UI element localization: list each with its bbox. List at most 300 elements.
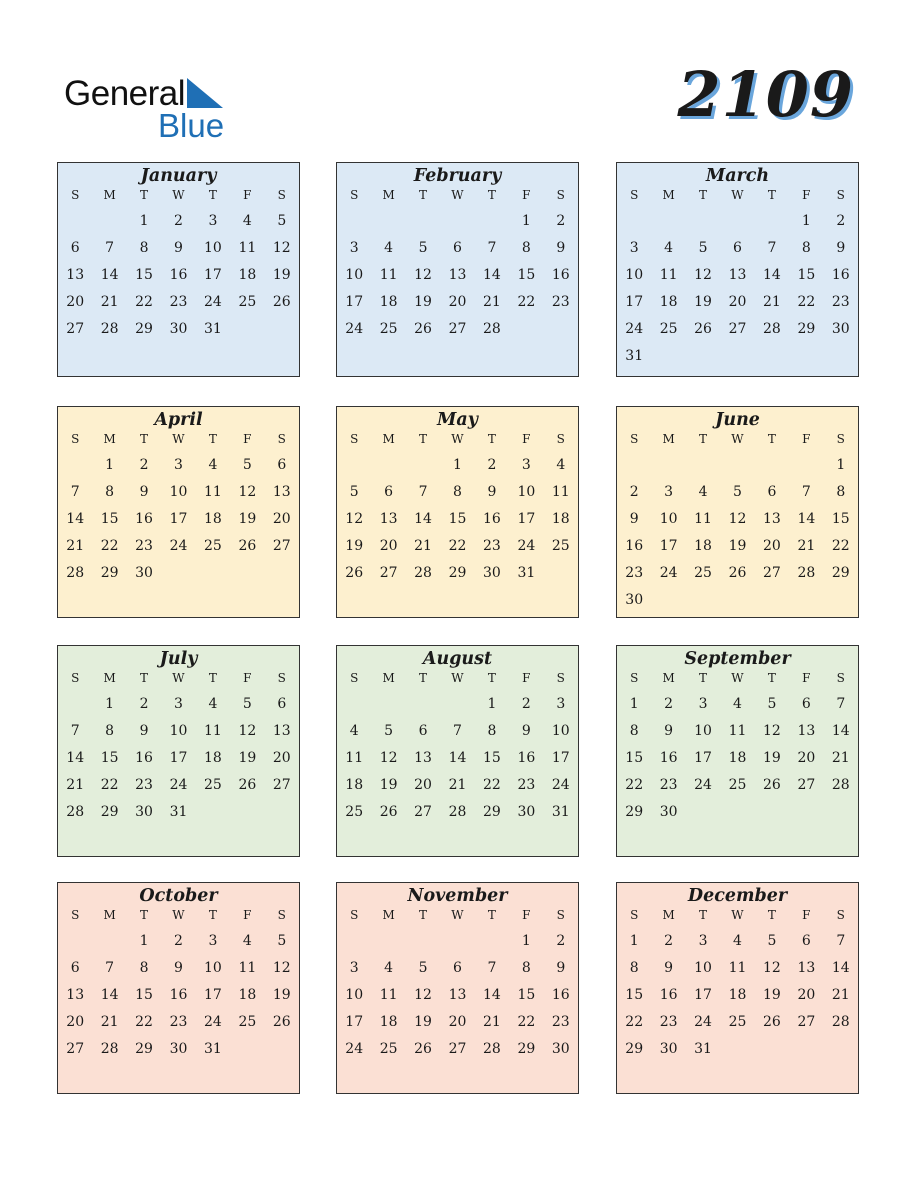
day-cell: 12 bbox=[272, 240, 291, 256]
day-cell: 28 bbox=[414, 565, 432, 581]
day-cell: 4 bbox=[208, 696, 218, 712]
month-name: November bbox=[407, 886, 508, 906]
day-grid bbox=[337, 448, 578, 587]
weekday-label: F bbox=[243, 908, 252, 922]
day-cell: 6 bbox=[70, 960, 80, 976]
day-cell: 21 bbox=[448, 777, 467, 793]
empty-day-cell bbox=[651, 208, 685, 235]
day-cell: 6 bbox=[453, 960, 462, 976]
day-cell: 4 bbox=[733, 696, 742, 712]
day-cell: 19 bbox=[414, 294, 432, 310]
day-cell: 16 bbox=[135, 750, 153, 766]
empty-day-cell bbox=[617, 208, 651, 235]
day-cell: 31 bbox=[625, 348, 644, 364]
day-cell: 2 bbox=[556, 213, 566, 229]
weekday-label: S bbox=[630, 908, 639, 922]
empty-day-cell bbox=[406, 452, 440, 479]
day-cell: 6 bbox=[277, 696, 287, 712]
weekday-label: F bbox=[522, 908, 531, 922]
weekday-header bbox=[617, 908, 858, 924]
weekday-label: M bbox=[662, 432, 675, 446]
day-cell: 5 bbox=[418, 960, 428, 976]
day-cell: 28 bbox=[483, 1041, 501, 1057]
day-cell: 4 bbox=[664, 240, 674, 256]
day-cell: 6 bbox=[384, 484, 394, 500]
day-cell: 26 bbox=[272, 1014, 291, 1030]
day-cell: 25 bbox=[379, 1041, 398, 1057]
day-cell: 16 bbox=[551, 267, 570, 283]
day-cell: 5 bbox=[767, 933, 777, 949]
day-cell: 11 bbox=[551, 484, 570, 500]
month-february bbox=[336, 162, 579, 377]
day-cell: 1 bbox=[629, 933, 639, 949]
weekday-label: T bbox=[140, 188, 149, 202]
empty-day-cell bbox=[686, 452, 720, 479]
day-cell: 23 bbox=[135, 538, 153, 554]
day-cell: 16 bbox=[625, 538, 644, 554]
empty-day-cell bbox=[406, 208, 440, 235]
weekday-label: S bbox=[556, 432, 565, 446]
day-cell: 26 bbox=[272, 294, 291, 310]
day-cell: 6 bbox=[801, 933, 811, 949]
day-cell: 25 bbox=[238, 1014, 257, 1030]
day-cell: 2 bbox=[174, 933, 183, 949]
weekday-label: T bbox=[208, 671, 217, 685]
empty-day-cell bbox=[58, 928, 92, 955]
day-cell: 6 bbox=[453, 240, 462, 256]
day-cell: 25 bbox=[551, 538, 570, 554]
empty-day-cell bbox=[789, 452, 823, 479]
day-cell: 19 bbox=[763, 750, 781, 766]
weekday-label: S bbox=[350, 908, 359, 922]
empty-day-cell bbox=[755, 208, 789, 235]
empty-day-cell bbox=[92, 208, 126, 235]
day-cell: 9 bbox=[629, 511, 639, 527]
month-name: December bbox=[687, 886, 788, 906]
weekday-label: T bbox=[699, 908, 708, 922]
day-cell: 12 bbox=[414, 987, 432, 1003]
day-cell: 2 bbox=[836, 213, 846, 229]
weekday-label: S bbox=[556, 671, 565, 685]
day-cell: 18 bbox=[238, 267, 257, 283]
day-cell: 19 bbox=[272, 267, 291, 283]
day-cell: 27 bbox=[448, 321, 467, 337]
day-cell: 23 bbox=[659, 1014, 678, 1030]
day-cell: 18 bbox=[204, 511, 222, 527]
day-cell: 16 bbox=[551, 987, 570, 1003]
day-cell: 9 bbox=[521, 723, 531, 739]
day-cell: 30 bbox=[135, 565, 153, 581]
day-grid bbox=[337, 204, 578, 343]
day-cell: 23 bbox=[483, 538, 501, 554]
day-cell: 7 bbox=[836, 696, 846, 712]
day-cell: 20 bbox=[728, 294, 747, 310]
day-cell: 29 bbox=[625, 804, 644, 820]
day-cell: 5 bbox=[418, 240, 428, 256]
day-cell: 12 bbox=[272, 960, 291, 976]
day-cell: 10 bbox=[517, 484, 536, 500]
day-cell: 5 bbox=[277, 933, 287, 949]
weekday-label: T bbox=[208, 188, 217, 202]
month-january bbox=[57, 162, 300, 377]
day-cell: 14 bbox=[831, 723, 850, 739]
day-cell: 24 bbox=[517, 538, 536, 554]
weekday-label: S bbox=[71, 908, 80, 922]
day-cell: 18 bbox=[379, 294, 398, 310]
day-cell: 8 bbox=[629, 723, 639, 739]
day-cell: 9 bbox=[487, 484, 497, 500]
day-cell: 3 bbox=[174, 696, 183, 712]
day-cell: 27 bbox=[414, 804, 432, 820]
day-cell: 9 bbox=[174, 240, 183, 256]
day-cell: 19 bbox=[238, 750, 257, 766]
day-cell: 23 bbox=[659, 777, 678, 793]
day-cell: 12 bbox=[379, 750, 398, 766]
day-cell: 14 bbox=[66, 511, 85, 527]
day-cell: 26 bbox=[414, 321, 432, 337]
day-cell: 28 bbox=[831, 777, 850, 793]
day-cell: 22 bbox=[517, 294, 536, 310]
day-cell: 11 bbox=[238, 240, 257, 256]
empty-day-cell bbox=[337, 452, 371, 479]
logo-triangle-icon bbox=[187, 78, 223, 108]
day-cell: 27 bbox=[272, 538, 291, 554]
day-cell: 13 bbox=[728, 267, 747, 283]
weekday-label: T bbox=[487, 188, 496, 202]
day-cell: 24 bbox=[204, 1014, 222, 1030]
weekday-label: W bbox=[731, 908, 744, 922]
day-cell: 3 bbox=[521, 457, 531, 473]
weekday-header bbox=[337, 188, 578, 204]
day-cell: 18 bbox=[728, 750, 747, 766]
month-name: May bbox=[437, 410, 478, 430]
empty-day-cell bbox=[755, 452, 789, 479]
day-cell: 4 bbox=[208, 457, 218, 473]
day-cell: 31 bbox=[517, 565, 536, 581]
weekday-label: M bbox=[382, 671, 395, 685]
weekday-label: T bbox=[767, 908, 776, 922]
day-cell: 12 bbox=[345, 511, 364, 527]
day-cell: 30 bbox=[483, 565, 501, 581]
empty-day-cell bbox=[686, 208, 720, 235]
day-cell: 14 bbox=[100, 267, 119, 283]
day-grid bbox=[58, 924, 299, 1063]
day-cell: 24 bbox=[625, 321, 644, 337]
day-cell: 7 bbox=[767, 240, 777, 256]
weekday-label: S bbox=[71, 188, 80, 202]
day-cell: 11 bbox=[204, 723, 222, 739]
weekday-label: W bbox=[731, 432, 744, 446]
day-cell: 15 bbox=[448, 511, 467, 527]
day-cell: 12 bbox=[414, 267, 432, 283]
day-cell: 10 bbox=[345, 987, 364, 1003]
day-cell: 27 bbox=[797, 1014, 816, 1030]
day-cell: 21 bbox=[483, 1014, 501, 1030]
day-cell: 31 bbox=[551, 804, 570, 820]
day-cell: 19 bbox=[694, 294, 712, 310]
day-cell: 19 bbox=[763, 987, 781, 1003]
weekday-label: W bbox=[172, 908, 185, 922]
day-cell: 28 bbox=[831, 1014, 850, 1030]
weekday-label: F bbox=[243, 432, 252, 446]
day-cell: 15 bbox=[517, 267, 536, 283]
day-cell: 28 bbox=[66, 565, 85, 581]
day-cell: 29 bbox=[135, 1041, 153, 1057]
weekday-label: W bbox=[172, 188, 185, 202]
day-cell: 31 bbox=[204, 1041, 222, 1057]
weekday-label: S bbox=[556, 188, 565, 202]
day-cell: 5 bbox=[349, 484, 359, 500]
day-cell: 13 bbox=[763, 511, 781, 527]
empty-day-cell bbox=[475, 928, 509, 955]
day-cell: 4 bbox=[349, 723, 359, 739]
day-cell: 29 bbox=[448, 565, 467, 581]
day-cell: 30 bbox=[551, 1041, 570, 1057]
day-grid bbox=[58, 687, 299, 826]
day-cell: 20 bbox=[379, 538, 398, 554]
day-cell: 8 bbox=[836, 484, 846, 500]
weekday-label: T bbox=[487, 671, 496, 685]
day-cell: 26 bbox=[763, 1014, 781, 1030]
day-cell: 29 bbox=[135, 321, 153, 337]
day-cell: 31 bbox=[169, 804, 188, 820]
day-cell: 28 bbox=[763, 321, 781, 337]
day-cell: 15 bbox=[797, 267, 816, 283]
day-grid bbox=[617, 687, 858, 826]
day-cell: 20 bbox=[797, 750, 816, 766]
month-name: March bbox=[705, 166, 770, 186]
day-cell: 1 bbox=[105, 696, 115, 712]
weekday-label: T bbox=[699, 671, 708, 685]
month-march bbox=[616, 162, 859, 377]
day-cell: 13 bbox=[797, 960, 816, 976]
day-cell: 30 bbox=[831, 321, 850, 337]
day-cell: 24 bbox=[169, 777, 188, 793]
day-cell: 10 bbox=[204, 960, 222, 976]
day-cell: 27 bbox=[797, 777, 816, 793]
day-cell: 21 bbox=[831, 987, 850, 1003]
weekday-label: M bbox=[103, 432, 116, 446]
weekday-label: W bbox=[451, 188, 464, 202]
day-cell: 9 bbox=[836, 240, 846, 256]
day-cell: 9 bbox=[556, 960, 566, 976]
day-cell: 23 bbox=[169, 1014, 188, 1030]
day-cell: 9 bbox=[556, 240, 566, 256]
day-cell: 18 bbox=[379, 1014, 398, 1030]
day-cell: 8 bbox=[629, 960, 639, 976]
day-cell: 16 bbox=[831, 267, 850, 283]
day-cell: 23 bbox=[517, 777, 536, 793]
day-cell: 13 bbox=[379, 511, 398, 527]
day-cell: 16 bbox=[659, 987, 678, 1003]
empty-day-cell bbox=[406, 928, 440, 955]
weekday-label: T bbox=[699, 188, 708, 202]
day-cell: 17 bbox=[345, 1014, 364, 1030]
weekday-label: F bbox=[522, 432, 531, 446]
weekday-label: M bbox=[662, 188, 675, 202]
day-cell: 29 bbox=[483, 804, 501, 820]
weekday-header bbox=[617, 432, 858, 448]
day-cell: 1 bbox=[139, 213, 149, 229]
day-grid bbox=[337, 924, 578, 1063]
weekday-label: T bbox=[419, 188, 428, 202]
day-cell: 23 bbox=[831, 294, 850, 310]
day-cell: 3 bbox=[208, 213, 218, 229]
day-grid bbox=[617, 448, 858, 614]
day-cell: 13 bbox=[272, 723, 291, 739]
day-cell: 25 bbox=[345, 804, 364, 820]
weekday-label: T bbox=[767, 671, 776, 685]
day-cell: 25 bbox=[659, 321, 678, 337]
day-cell: 24 bbox=[169, 538, 188, 554]
day-cell: 2 bbox=[664, 696, 674, 712]
day-cell: 17 bbox=[204, 987, 222, 1003]
day-cell: 14 bbox=[831, 960, 850, 976]
day-cell: 1 bbox=[105, 457, 115, 473]
weekday-label: F bbox=[802, 671, 811, 685]
day-grid bbox=[617, 924, 858, 1063]
day-grid bbox=[617, 204, 858, 370]
day-cell: 22 bbox=[135, 1014, 153, 1030]
weekday-label: F bbox=[522, 188, 531, 202]
day-cell: 19 bbox=[728, 538, 747, 554]
day-cell: 24 bbox=[551, 777, 570, 793]
day-cell: 20 bbox=[66, 1014, 85, 1030]
day-cell: 25 bbox=[204, 538, 222, 554]
weekday-label: S bbox=[350, 432, 359, 446]
weekday-label: S bbox=[836, 188, 845, 202]
weekday-label: T bbox=[699, 432, 708, 446]
day-cell: 13 bbox=[414, 750, 432, 766]
weekday-label: F bbox=[243, 671, 252, 685]
day-cell: 26 bbox=[728, 565, 747, 581]
day-cell: 28 bbox=[797, 565, 816, 581]
day-cell: 30 bbox=[169, 1041, 188, 1057]
day-cell: 25 bbox=[694, 565, 712, 581]
weekday-label: M bbox=[103, 908, 116, 922]
day-cell: 8 bbox=[801, 240, 811, 256]
day-cell: 18 bbox=[551, 511, 570, 527]
day-cell: 14 bbox=[797, 511, 816, 527]
month-name: September bbox=[684, 649, 791, 669]
empty-day-cell bbox=[440, 691, 474, 718]
day-cell: 5 bbox=[242, 457, 252, 473]
weekday-header bbox=[58, 188, 299, 204]
day-cell: 27 bbox=[66, 321, 85, 337]
day-cell: 19 bbox=[238, 511, 257, 527]
day-cell: 22 bbox=[100, 538, 119, 554]
weekday-label: T bbox=[767, 188, 776, 202]
day-cell: 21 bbox=[763, 294, 781, 310]
day-cell: 27 bbox=[763, 565, 781, 581]
empty-day-cell bbox=[371, 208, 405, 235]
day-cell: 7 bbox=[453, 723, 462, 739]
month-name: October bbox=[139, 886, 218, 906]
day-cell: 11 bbox=[659, 267, 678, 283]
weekday-header bbox=[337, 908, 578, 924]
weekday-header bbox=[337, 671, 578, 687]
day-cell: 10 bbox=[551, 723, 570, 739]
day-cell: 10 bbox=[694, 960, 712, 976]
day-cell: 26 bbox=[345, 565, 364, 581]
day-cell: 30 bbox=[659, 804, 678, 820]
weekday-label: S bbox=[836, 432, 845, 446]
day-cell: 27 bbox=[66, 1041, 85, 1057]
weekday-label: T bbox=[487, 908, 496, 922]
day-cell: 14 bbox=[448, 750, 467, 766]
weekday-header bbox=[337, 432, 578, 448]
month-name: February bbox=[413, 166, 502, 186]
day-cell: 2 bbox=[629, 484, 639, 500]
empty-day-cell bbox=[406, 691, 440, 718]
day-cell: 3 bbox=[698, 933, 708, 949]
day-cell: 10 bbox=[659, 511, 678, 527]
day-cell: 1 bbox=[801, 213, 811, 229]
day-cell: 27 bbox=[448, 1041, 467, 1057]
day-cell: 22 bbox=[797, 294, 816, 310]
year-title: 2109 bbox=[677, 58, 854, 131]
day-cell: 19 bbox=[379, 777, 398, 793]
weekday-label: W bbox=[451, 908, 464, 922]
month-april bbox=[57, 406, 300, 618]
day-cell: 20 bbox=[414, 777, 432, 793]
weekday-header bbox=[617, 188, 858, 204]
day-cell: 20 bbox=[763, 538, 781, 554]
day-cell: 2 bbox=[139, 696, 149, 712]
day-cell: 6 bbox=[733, 240, 742, 256]
day-cell: 17 bbox=[625, 294, 644, 310]
day-cell: 2 bbox=[139, 457, 149, 473]
empty-day-cell bbox=[58, 691, 92, 718]
weekday-header bbox=[58, 908, 299, 924]
day-cell: 8 bbox=[521, 240, 531, 256]
day-cell: 16 bbox=[483, 511, 501, 527]
day-cell: 27 bbox=[272, 777, 291, 793]
empty-day-cell bbox=[337, 208, 371, 235]
day-cell: 22 bbox=[625, 777, 644, 793]
weekday-label: M bbox=[382, 908, 395, 922]
empty-day-cell bbox=[337, 928, 371, 955]
day-cell: 12 bbox=[728, 511, 747, 527]
day-cell: 17 bbox=[169, 511, 188, 527]
day-cell: 1 bbox=[453, 457, 462, 473]
day-cell: 3 bbox=[664, 484, 674, 500]
day-cell: 17 bbox=[694, 987, 712, 1003]
day-cell: 6 bbox=[767, 484, 777, 500]
month-july bbox=[57, 645, 300, 857]
month-name: June bbox=[715, 410, 760, 430]
weekday-label: T bbox=[419, 908, 428, 922]
day-cell: 10 bbox=[204, 240, 222, 256]
day-cell: 11 bbox=[238, 960, 257, 976]
day-cell: 5 bbox=[767, 696, 777, 712]
weekday-label: S bbox=[71, 432, 80, 446]
day-cell: 13 bbox=[272, 484, 291, 500]
day-cell: 9 bbox=[139, 723, 149, 739]
weekday-label: T bbox=[767, 432, 776, 446]
empty-day-cell bbox=[337, 691, 371, 718]
month-november bbox=[336, 882, 579, 1094]
day-cell: 3 bbox=[556, 696, 566, 712]
month-december bbox=[616, 882, 859, 1094]
weekday-label: F bbox=[802, 188, 811, 202]
empty-day-cell bbox=[58, 452, 92, 479]
weekday-label: S bbox=[71, 671, 80, 685]
weekday-label: T bbox=[140, 908, 149, 922]
day-cell: 30 bbox=[517, 804, 536, 820]
weekday-label: S bbox=[277, 671, 286, 685]
day-cell: 7 bbox=[801, 484, 811, 500]
